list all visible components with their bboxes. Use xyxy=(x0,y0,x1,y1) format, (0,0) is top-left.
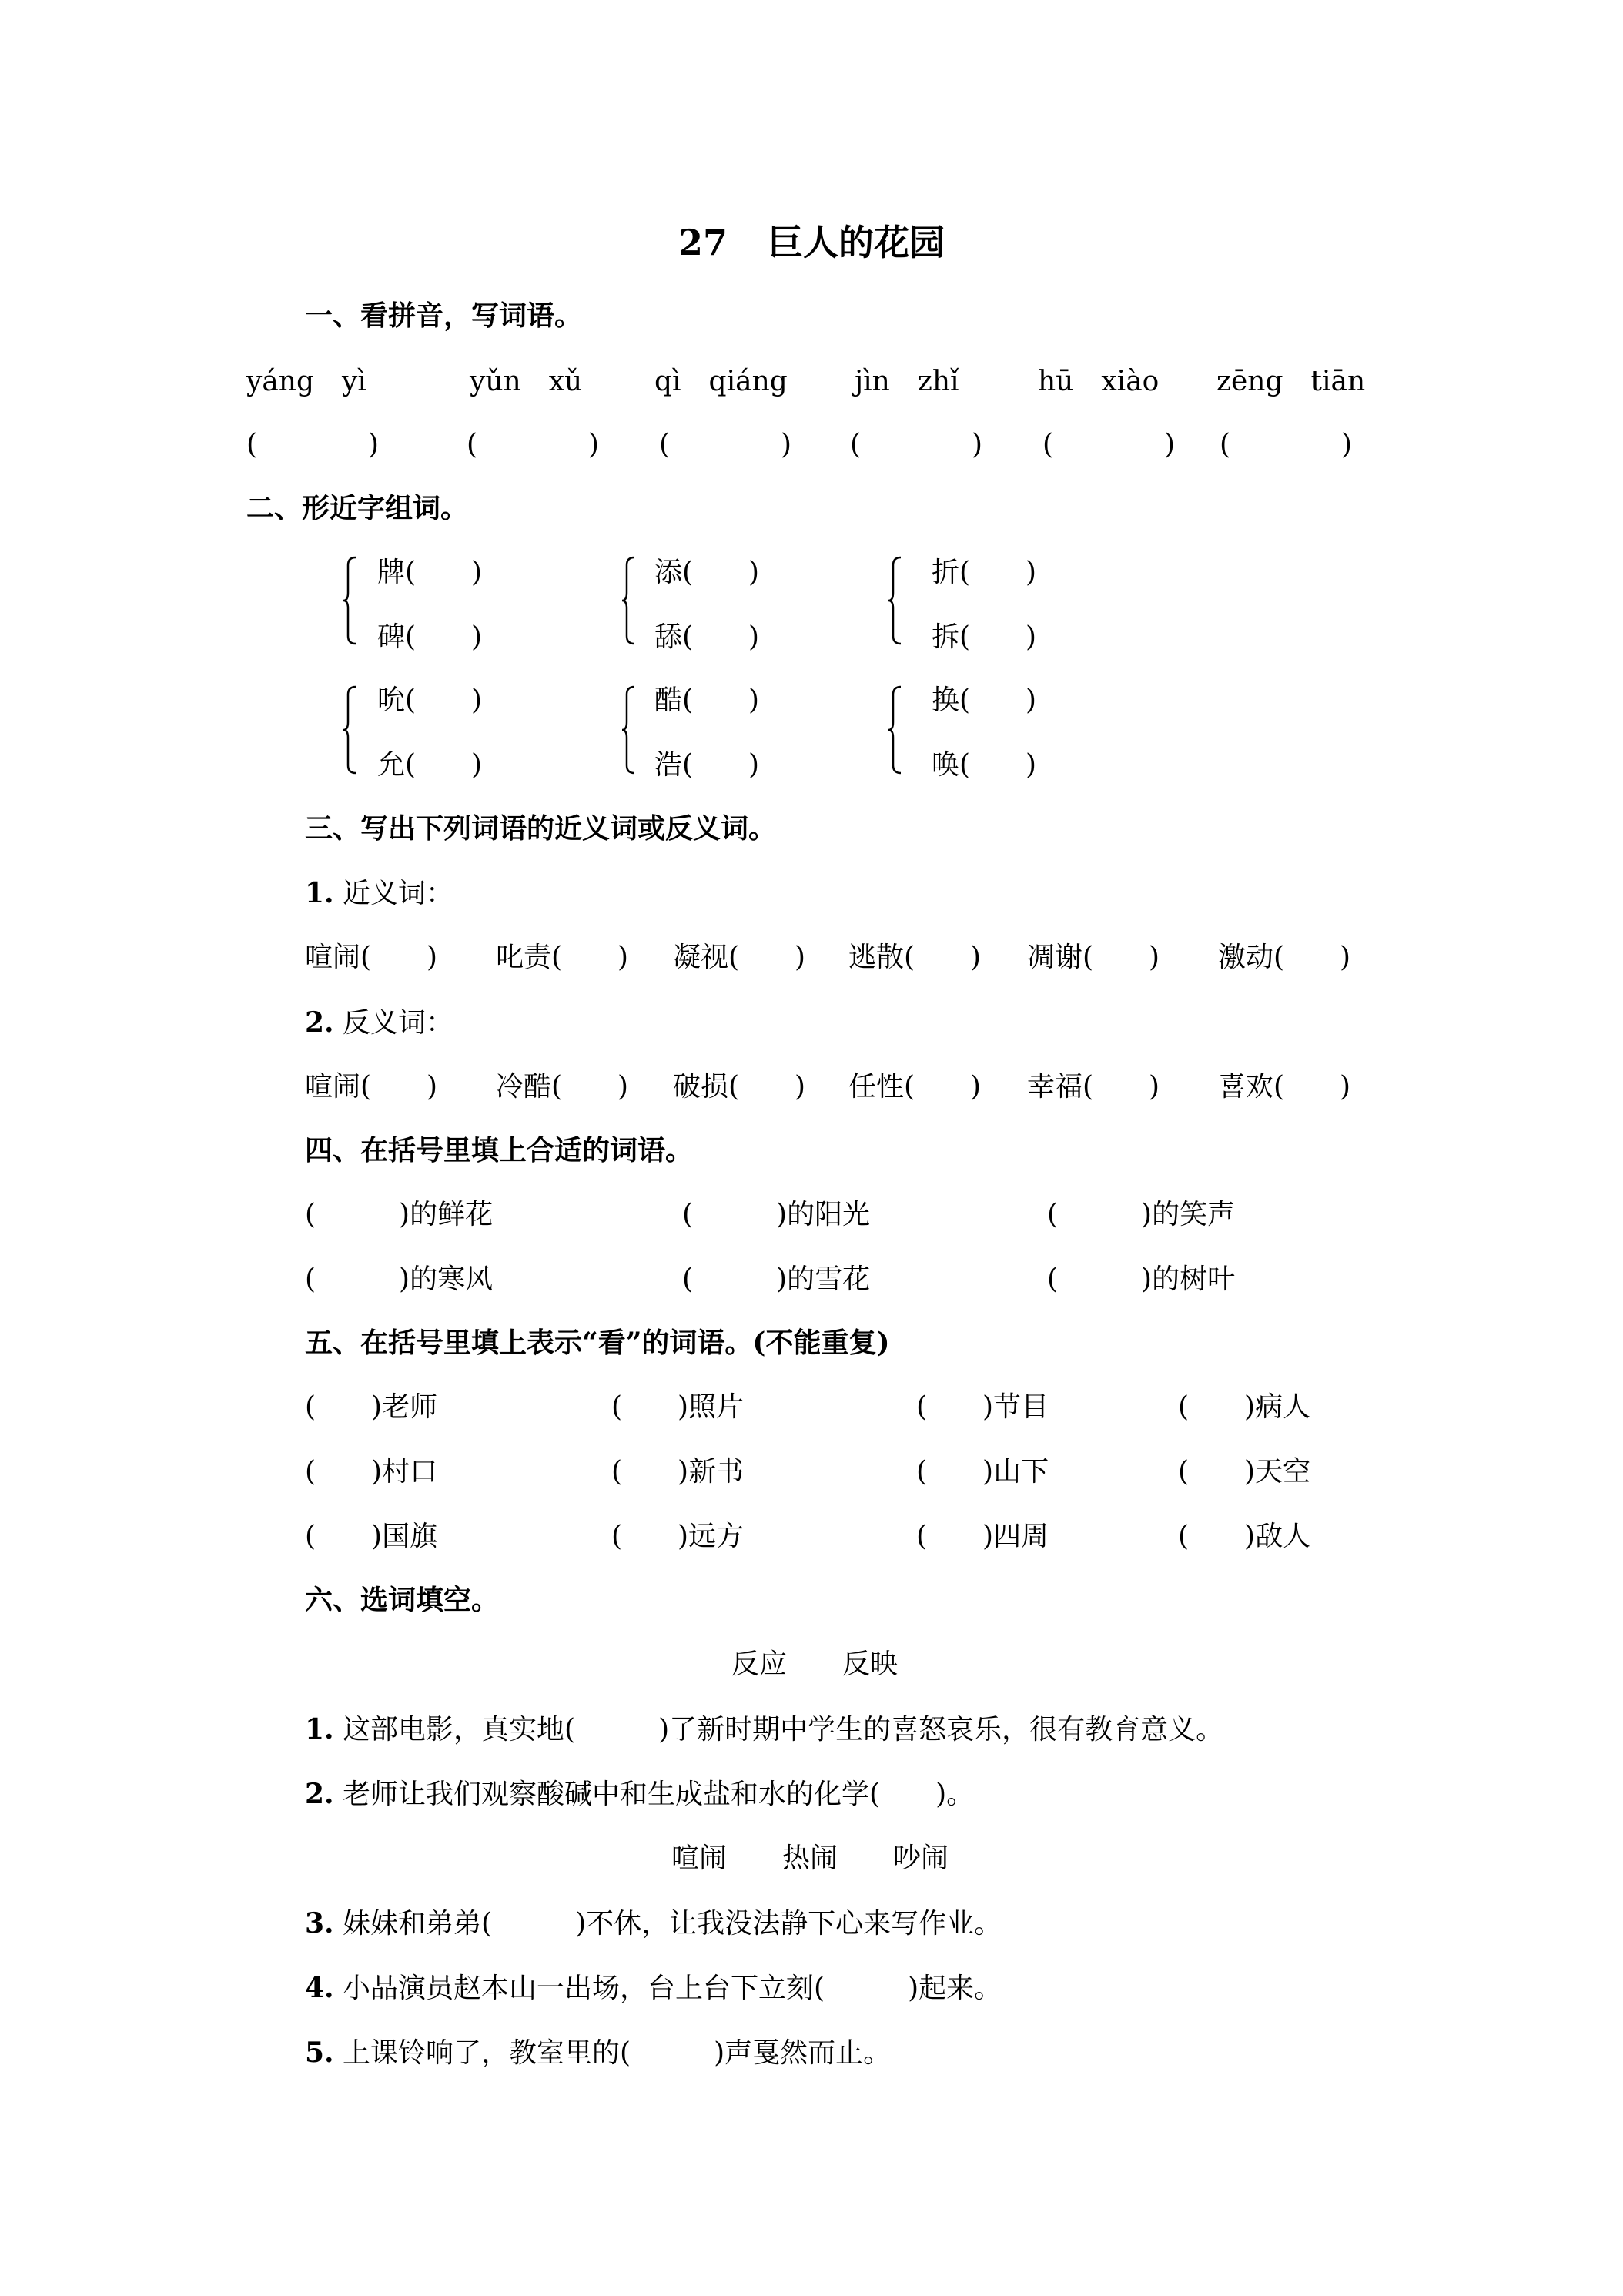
pinyin-5: hū xiào xyxy=(1038,366,1160,397)
look-word-2[interactable]: ( )照片 xyxy=(611,1391,745,1423)
look-word-3[interactable]: ( )节目 xyxy=(916,1391,1049,1423)
word-pair-5-top[interactable]: 酷( ) xyxy=(654,684,760,716)
word-pair-2-bottom[interactable]: 舔( ) xyxy=(654,621,760,653)
brace-icon xyxy=(342,684,356,776)
sentence-2[interactable] xyxy=(305,1780,974,1809)
section1-heading: 一、看拼音，写词语。 xyxy=(305,300,583,332)
look-word-9[interactable]: ( )国旗 xyxy=(305,1521,438,1552)
brace-icon xyxy=(887,554,901,647)
brace-icon xyxy=(342,554,356,647)
section2-heading: 二、形近字组词。 xyxy=(246,492,469,524)
word-pair-2-top[interactable]: 添( ) xyxy=(654,557,760,588)
word-options-2: 喧闹 热闹 吵闹 xyxy=(671,1842,949,1874)
look-word-10[interactable]: ( )远方 xyxy=(611,1521,745,1552)
look-word-1[interactable]: ( )老师 xyxy=(305,1391,438,1423)
word-pair-5-bottom[interactable]: 浩( ) xyxy=(654,749,760,781)
fill-phrase-4[interactable]: ( )的寒风 xyxy=(305,1263,494,1295)
lesson-title: 巨人的花园 xyxy=(768,222,945,263)
lesson-number: 27 xyxy=(678,222,728,263)
sentence-text: 这部电影，真实地( )了新时期中学生的喜怒哀乐，很有教育意义。 xyxy=(343,1714,1224,1745)
look-word-6[interactable]: ( )新书 xyxy=(611,1456,745,1488)
synonym-item-1[interactable]: 喧闹( ) xyxy=(305,942,438,973)
word-pair-6-top[interactable]: 换( ) xyxy=(932,684,1037,716)
pinyin-blank-6[interactable]: ( ) xyxy=(1220,429,1353,460)
synonym-item-3[interactable]: 凝视( ) xyxy=(673,942,806,973)
antonym-item-2[interactable]: 冷酷( ) xyxy=(496,1071,629,1103)
sentence-text: 上课铃响了，教室里的( )声戛然而止。 xyxy=(343,2037,892,2069)
sentence-text: 妹妹和弟弟( )不休，让我没法静下心来写作业。 xyxy=(343,1908,1002,1940)
word-pair-4-top[interactable]: 吮( ) xyxy=(377,684,483,716)
sentence-1[interactable] xyxy=(305,1715,1223,1744)
fill-phrase-5[interactable]: ( )的雪花 xyxy=(682,1263,871,1295)
sentence-number: 4. xyxy=(305,1972,334,2004)
synonym-item-4[interactable]: 逃散( ) xyxy=(848,942,982,973)
look-word-5[interactable]: ( )村口 xyxy=(305,1456,438,1488)
section3-heading: 三、写出下列词语的近义词或反义词。 xyxy=(305,812,777,845)
pinyin-3: qì qiáng xyxy=(654,366,788,397)
look-word-8[interactable]: ( )天空 xyxy=(1178,1456,1311,1488)
antonym-number: 2. xyxy=(305,1006,334,1039)
brace-icon xyxy=(621,554,634,647)
synonym-number: 1. xyxy=(305,877,334,909)
sentence-number: 2. xyxy=(305,1778,334,1810)
page-title xyxy=(0,222,1623,263)
sentence-3[interactable] xyxy=(305,1909,1002,1938)
word-options-1: 反应 反映 xyxy=(731,1648,899,1680)
sentence-4[interactable] xyxy=(305,1974,1002,2003)
fill-phrase-3[interactable]: ( )的笑声 xyxy=(1047,1199,1236,1230)
look-word-11[interactable]: ( )四周 xyxy=(916,1521,1049,1552)
fill-phrase-1[interactable]: ( )的鲜花 xyxy=(305,1199,494,1230)
look-word-4[interactable]: ( )病人 xyxy=(1178,1391,1311,1423)
pinyin-blank-3[interactable]: ( ) xyxy=(659,429,792,460)
antonym-label xyxy=(305,1006,454,1039)
sentence-number: 5. xyxy=(305,2037,334,2069)
word-pair-6-bottom[interactable]: 唤( ) xyxy=(932,749,1037,781)
pinyin-blank-4[interactable]: ( ) xyxy=(850,429,983,460)
pinyin-2: yǔn xǔ xyxy=(470,366,583,397)
brace-icon xyxy=(887,684,901,776)
pinyin-1: yáng yì xyxy=(246,366,366,397)
pinyin-4: jìn zhǐ xyxy=(855,366,959,397)
synonym-item-6[interactable]: 激动( ) xyxy=(1218,942,1351,973)
fill-phrase-6[interactable]: ( )的树叶 xyxy=(1047,1263,1236,1295)
pinyin-blank-1[interactable]: ( ) xyxy=(246,429,380,460)
look-word-7[interactable]: ( )山下 xyxy=(916,1456,1049,1488)
section5-heading: 五、在括号里填上表示“看”的词语。(不能重复) xyxy=(305,1327,890,1359)
word-pair-3-bottom[interactable]: 拆( ) xyxy=(932,621,1037,653)
word-pair-1-top[interactable]: 牌( ) xyxy=(377,557,483,588)
sentence-text: 小品演员赵本山一出场，台上台下立刻( )起来。 xyxy=(343,1973,1002,2004)
look-word-12[interactable]: ( )敌人 xyxy=(1178,1521,1311,1552)
synonym-item-2[interactable]: 叱责( ) xyxy=(496,942,629,973)
synonym-label-text: 近义词： xyxy=(343,878,454,909)
antonym-item-3[interactable]: 破损( ) xyxy=(673,1071,806,1103)
section6-heading: 六、选词填空。 xyxy=(305,1584,500,1616)
antonym-item-6[interactable]: 喜欢( ) xyxy=(1218,1071,1351,1103)
brace-icon xyxy=(621,684,634,776)
word-pair-1-bottom[interactable]: 碑( ) xyxy=(377,621,483,653)
synonym-label xyxy=(305,879,453,908)
word-pair-3-top[interactable]: 折( ) xyxy=(932,557,1037,588)
antonym-item-5[interactable]: 幸福( ) xyxy=(1027,1071,1160,1103)
sentence-number: 3. xyxy=(305,1907,334,1940)
fill-phrase-2[interactable]: ( )的阳光 xyxy=(682,1199,871,1230)
pinyin-blank-2[interactable]: ( ) xyxy=(467,429,600,460)
pinyin-blank-5[interactable]: ( ) xyxy=(1042,429,1176,460)
antonym-item-1[interactable]: 喧闹( ) xyxy=(305,1071,438,1103)
sentence-text: 老师让我们观察酸碱中和生成盐和水的化学( )。 xyxy=(343,1779,975,1810)
antonym-item-4[interactable]: 任性( ) xyxy=(848,1071,982,1103)
synonym-item-5[interactable]: 凋谢( ) xyxy=(1027,942,1160,973)
word-pair-4-bottom[interactable]: 允( ) xyxy=(377,749,483,781)
sentence-5[interactable] xyxy=(305,2039,891,2067)
section4-heading: 四、在括号里填上合适的词语。 xyxy=(305,1134,694,1166)
antonym-label-text: 反义词： xyxy=(343,1007,454,1039)
pinyin-6: zēng tiān xyxy=(1216,366,1366,397)
sentence-number: 1. xyxy=(305,1713,334,1745)
